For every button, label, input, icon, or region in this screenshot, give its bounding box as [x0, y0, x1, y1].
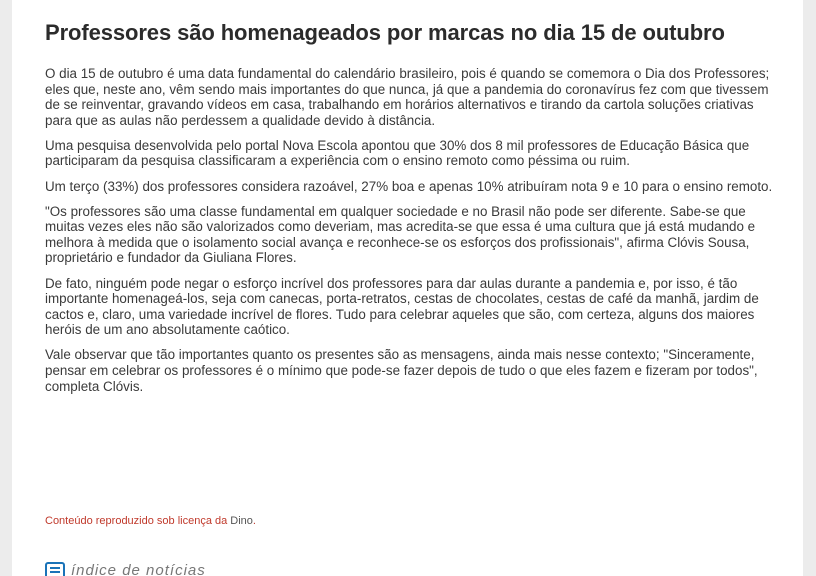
article-title: Professores são homenageados por marcas no dia 15 de outubro — [45, 20, 725, 45]
license-credit — [45, 515, 256, 527]
footer-logo[interactable] — [45, 562, 206, 576]
article-paragraph: "Os professores são uma classe fundamental em qualquer sociedade e no Brasil não pode ser diferente. Sabe-se que muitas vezes eles não são valorizados como deveriam, mas acredita-se que essa é uma cultura que já está mudando e melhora à medida que o isolamento social avança e reconhece-se os esforços dos profissionais", afirma Clóvis Sousa, proprietário e fundador da Giuliana Flores. — [45, 203, 756, 266]
article-paragraph: De fato, ninguém pode negar o esforço incrível dos professores para dar aulas durante a pandemia e, por isso, é tão importante homenageá-los, seja com canecas, porta-retratos, cestas de chocolates, cestas de café da manhã, jardim de cactos e, claro, uma variedade incrível de flores. Tudo para celebrar aqueles que são, com certeza, alguns dos maiores heróis de um ano absolutamente caótico. — [45, 275, 759, 338]
credit-end: . — [252, 515, 256, 527]
credit-brand-link[interactable]: Dino — [230, 515, 253, 527]
article-paragraph: O dia 15 de outubro é uma data fundamental do calendário brasileiro, pois é quando se comemora o Dia dos Professores; eles que, neste ano, vêm sendo mais importantes do que nunca, já que a pandemia do coronavírus fez com que tivessem de se reinventar, gravando vídeos em casa, trabalhando em horários alternativos e tirando da cartola soluções criativas para que as aulas não perdessem a qualidade devido à distância. — [45, 66, 770, 128]
article-page — [12, 0, 803, 576]
article-paragraph: Vale observar que tão importantes quanto os presentes são as mensagens, ainda mais nesse contexto; "Sinceramente, pensar em celebrar os professores é o mínimo que pode-se fazer depois de tudo o que eles fazem e fizeram por todos", completa Clóvis. — [45, 347, 758, 394]
credit-text: Conteúdo reproduzido sob licença da — [45, 515, 231, 527]
article-paragraph: Uma pesquisa desenvolvida pelo portal Nova Escola apontou que 30% dos 8 mil professores de Educação Básica que participaram da pesquisa classificaram a experiência com o ensino remoto como péssima ou ruim. — [45, 137, 750, 169]
article-paragraph: Um terço (33%) dos professores considera razoável, 27% boa e apenas 10% atribuíram nota 9 e 10 para o ensino remoto. — [45, 178, 773, 194]
article-body — [45, 66, 775, 404]
footer-logo-text: índice de notícias — [71, 562, 206, 576]
newspaper-icon — [45, 562, 65, 576]
